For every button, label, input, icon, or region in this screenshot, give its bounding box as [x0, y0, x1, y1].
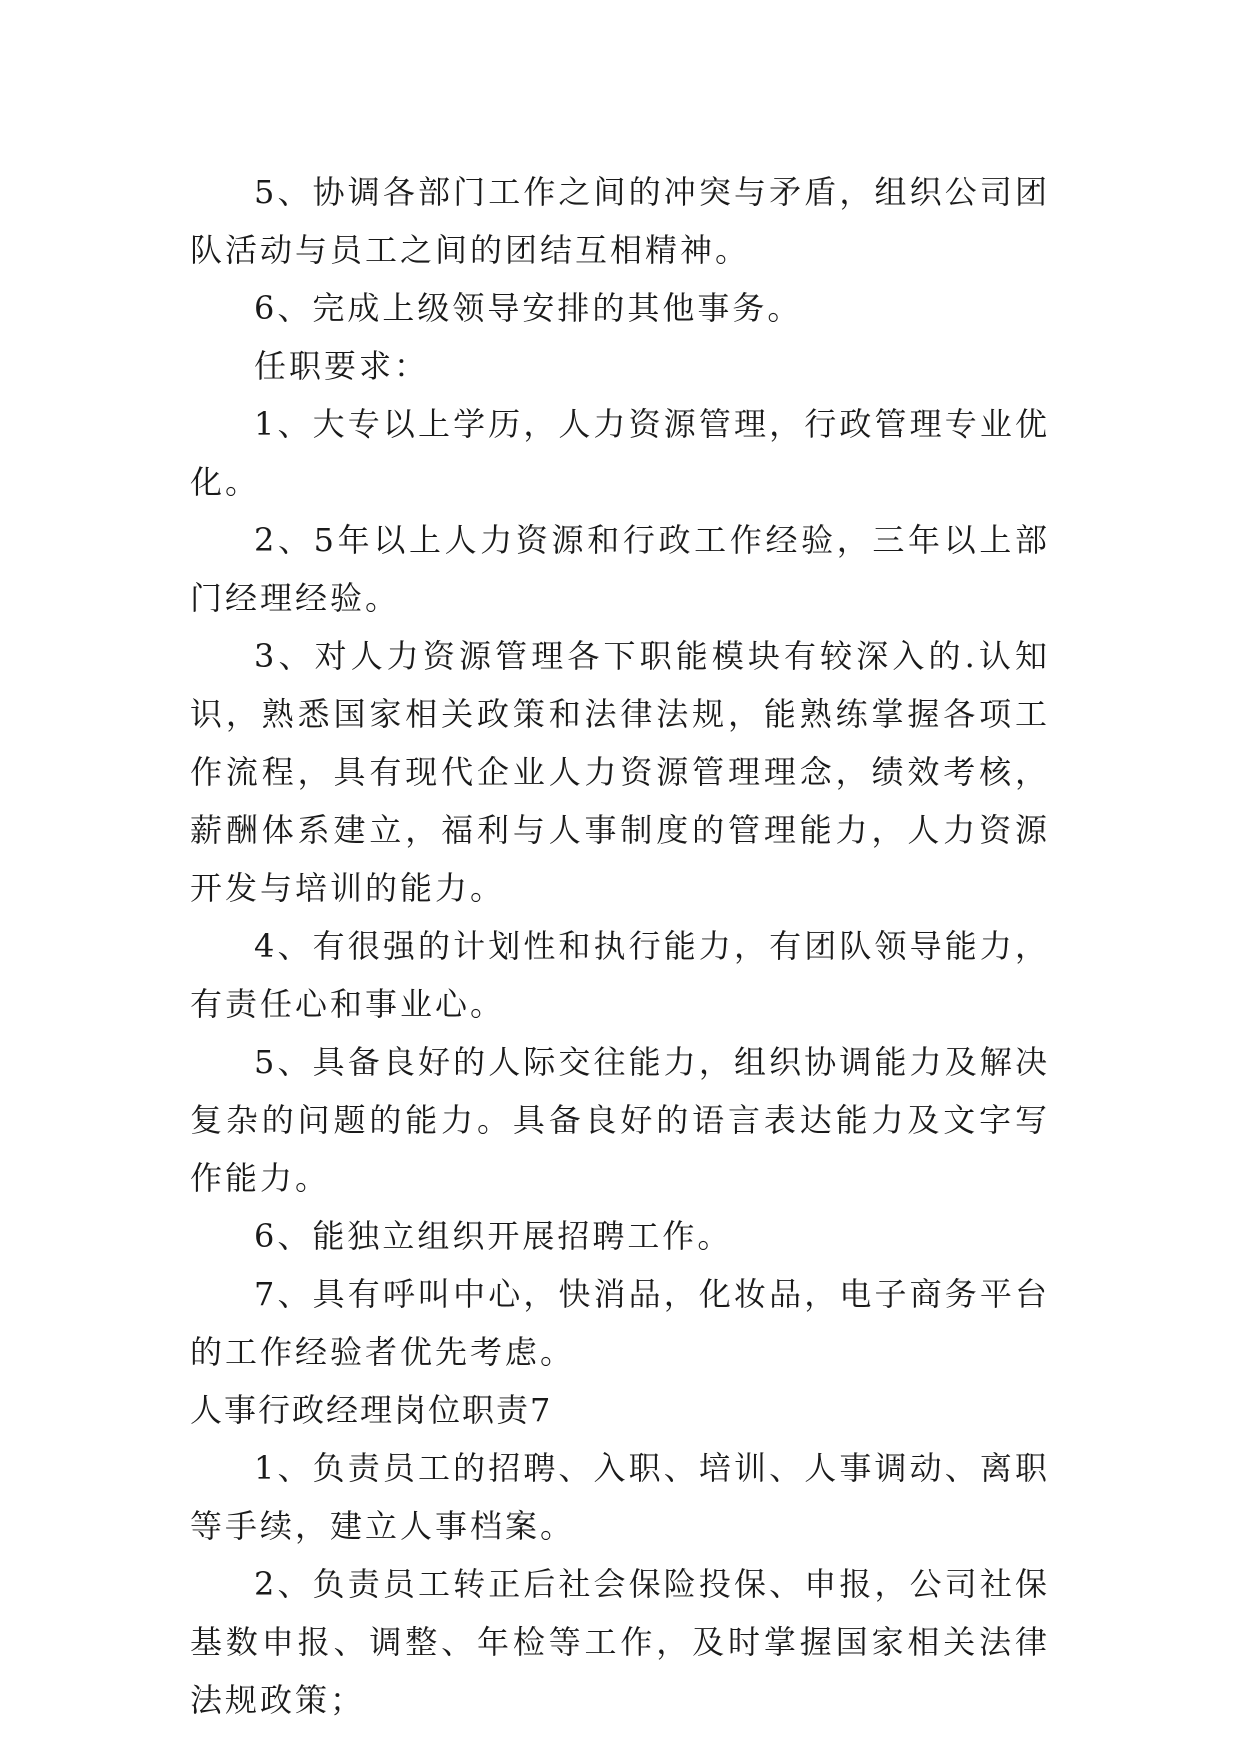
document-body — [190, 163, 1050, 1729]
paragraph-req-5-communication: 5、具备良好的人际交往能力，组织协调能力及解决复杂的问题的能力。具备良好的语言表达能力及文字写作能力。 — [190, 1043, 1050, 1197]
section-heading: 人事行政经理岗位职责7 — [190, 1391, 553, 1429]
paragraph-requirements-label: 任职要求： — [254, 347, 430, 385]
paragraph-req-7-preferred: 7、具有呼叫中心，快消品，化妆品，电子商务平台的工作经验者优先考虑。 — [190, 1275, 1050, 1371]
paragraph-duty-1-hiring: 1、负责员工的招聘、入职、培训、人事调动、离职等手续，建立人事档案。 — [190, 1449, 1050, 1545]
paragraph-req-3-knowledge: 3、对人力资源管理各下职能模块有较深入的.认知识，熟悉国家相关政策和法律法规，能熟练掌握各项工作流程，具有现代企业人力资源管理理念，绩效考核，薪酬体系建立，福利与人事制度的管理能力，人力资源开发与培训的能力。 — [190, 637, 1050, 907]
paragraph-req-2-experience: 2、5年以上人力资源和行政工作经验，三年以上部门经理经验。 — [190, 521, 1050, 617]
paragraph-req-4-planning: 4、有很强的计划性和执行能力，有团队领导能力，有责任心和事业心。 — [190, 927, 1050, 1023]
paragraph-item-6-other-tasks: 6、完成上级领导安排的其他事务。 — [254, 289, 803, 327]
paragraph-duty-2-insurance: 2、负责员工转正后社会保险投保、申报，公司社保基数申报、调整、年检等工作，及时掌握国家相关法律法规政策； — [190, 1565, 1050, 1719]
paragraph-req-1-education: 1、大专以上学历，人力资源管理，行政管理专业优化。 — [190, 405, 1050, 501]
paragraph-req-6-recruiting: 6、能独立组织开展招聘工作。 — [254, 1217, 733, 1255]
paragraph-item-5-coordination: 5、协调各部门工作之间的冲突与矛盾，组织公司团队活动与员工之间的团结互相精神。 — [190, 173, 1050, 269]
